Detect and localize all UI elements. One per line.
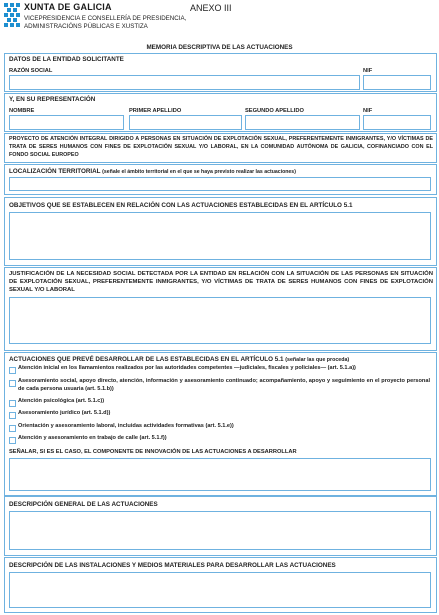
- project-section: [4, 133, 437, 163]
- document-title: MEMORIA DESCRIPTIVA DE LAS ACTUACIONES: [146, 44, 293, 51]
- action-checkbox-b[interactable]: [9, 380, 16, 387]
- justification-textarea[interactable]: [9, 297, 431, 344]
- facilities-heading: DESCRIPCIÓN DE LAS INSTALACIONES Y MEDIOS MATERIALES PARA DESARROLLAR LAS ACTUACIONES: [9, 562, 336, 569]
- action-label-a: Atención inicial en los llamamientos realizados por las autoridades competentes —judiciales, fiscales y policiales— (art. 5.1.a)): [18, 365, 356, 371]
- representative-name-field[interactable]: [9, 115, 124, 130]
- actions-heading: ACTUACIONES QUE PREVÉ DESARROLLAR DE LAS ESTABLECIDAS EN EL ARTÍCULO 5.1: [9, 356, 284, 363]
- action-checkbox-a[interactable]: [9, 367, 16, 374]
- representative-nif-field[interactable]: [363, 115, 431, 130]
- action-label-e: Orientación y asesoramiento laboral, incluidas actividades formativas (art. 5.1.e)): [18, 423, 234, 429]
- representative-surname2-label: SEGUNDO APELLIDO: [245, 108, 304, 114]
- representative-name-label: NOMBRE: [9, 108, 35, 114]
- facilities-section: [4, 557, 437, 613]
- entity-nif-label: NIF: [363, 68, 373, 74]
- representative-heading: Y, EN SU REPRESENTACIÓN: [9, 96, 96, 103]
- justification-section: [4, 267, 437, 351]
- objectives-heading: OBJETIVOS QUE SE ESTABLECEN EN RELACIÓN CON LAS ACTUACIONES ESTABLECIDAS EN EL ARTÍCULO 5.1: [9, 202, 353, 209]
- justification-heading: JUSTIFICACIÓN DE LA NECESIDAD SOCIAL DETECTADA POR LA ENTIDAD EN RELACIÓN CON LA SITUACIÓN DE LAS PERSONAS EN SITUACIÓN DE EXPLOTACIÓN SEXUAL, PREFERENTEMENTE INMIGRANTES, Y/O VÍCTIMAS DE TRATA DE SERES HUMANOS CON FINES DE EXPLOTACIÓN SEXUAL Y/O LABORAL: [9, 271, 433, 294]
- entity-heading: DATOS DE LA ENTIDAD SOLICITANTE: [9, 56, 124, 63]
- representative-surname1-field[interactable]: [129, 115, 242, 130]
- brand-subtitle-line2: ADMINISTRACIÓNS PÚBLICAS E XUSTIZA: [24, 23, 148, 30]
- action-label-d: Asesoramiento jurídico (art. 5.1.d)): [18, 410, 111, 416]
- action-checkbox-f[interactable]: [9, 437, 16, 444]
- entity-section: [4, 53, 437, 92]
- action-label-b: Asesoramiento social, apoyo directo, atención, información y asesoramiento continuado; acompañamiento, apoyo y seguimiento en el proyecto personal de cada persona usuaria (art. 5.1.b)): [18, 378, 430, 392]
- action-checkbox-c[interactable]: [9, 400, 16, 407]
- representative-section: [4, 93, 437, 132]
- actions-hint: (señalar las que proceda): [285, 357, 350, 363]
- general-description-heading: DESCRIPCIÓN GENERAL DE LAS ACTUACIONES: [9, 501, 158, 508]
- representative-nif-label: NIF: [363, 108, 373, 114]
- general-description-textarea[interactable]: [9, 511, 431, 550]
- representative-surname1-label: PRIMER APELLIDO: [129, 108, 182, 114]
- objectives-textarea[interactable]: [9, 212, 431, 260]
- innovation-textarea[interactable]: [9, 458, 431, 491]
- action-label-f: Atención y asesoramiento en trabajo de calle (art. 5.1.f)): [18, 435, 167, 441]
- action-checkbox-d[interactable]: [9, 412, 16, 419]
- objectives-section: [4, 197, 437, 266]
- location-heading-wrap: [9, 168, 296, 175]
- entity-name-label: RAZÓN SOCIAL: [9, 68, 53, 74]
- representative-surname2-field[interactable]: [245, 115, 360, 130]
- action-checkbox-e[interactable]: [9, 425, 16, 432]
- facilities-textarea[interactable]: [9, 572, 431, 608]
- actions-section: [4, 352, 437, 496]
- brand-subtitle-line1: VICEPRESIDENCIA E CONSELLERÍA DE PRESIDENCIA,: [24, 15, 187, 22]
- annex-label: ANEXO III: [190, 3, 232, 13]
- brand-subtitle: [24, 15, 186, 31]
- innovation-label: SEÑALAR, SI ES EL CASO, EL COMPONENTE DE INNOVACIÓN DE LAS ACTUACIONES A DESARROLLAR: [9, 449, 297, 455]
- actions-heading-wrap: [9, 356, 349, 363]
- xunta-logo-icon: [4, 3, 20, 29]
- location-heading: LOCALIZACIÓN TERRITORIAL: [9, 168, 101, 175]
- brand-name: XUNTA DE GALICIA: [24, 2, 112, 12]
- location-section: [4, 164, 437, 195]
- location-hint: (señale el ámbito territorial en el que se haya previsto realizar las actuaciones): [102, 169, 296, 175]
- entity-name-field[interactable]: [9, 75, 360, 90]
- entity-nif-field[interactable]: [363, 75, 431, 90]
- location-field[interactable]: [9, 177, 431, 191]
- project-description: PROYECTO DE ATENCIÓN INTEGRAL DIRIGIDO A PERSONAS EN SITUACIÓN DE EXPLOTACIÓN SEXUAL, PREFERENTEMENTE INMIGRANTES, Y/O VÍCTIMAS DE TRATA DE SERES HUMANOS CON FINES DE EXPLOTACIÓN SEXUAL Y/O LABORAL, EN LA COMUNIDAD AUTÓNOMA DE GALICIA, COFINANCIADO CON EL FONDO SOCIAL EUROPEO: [9, 136, 433, 158]
- action-label-c: Atención psicológica (art. 5.1.c)): [18, 398, 105, 404]
- general-description-section: [4, 496, 437, 556]
